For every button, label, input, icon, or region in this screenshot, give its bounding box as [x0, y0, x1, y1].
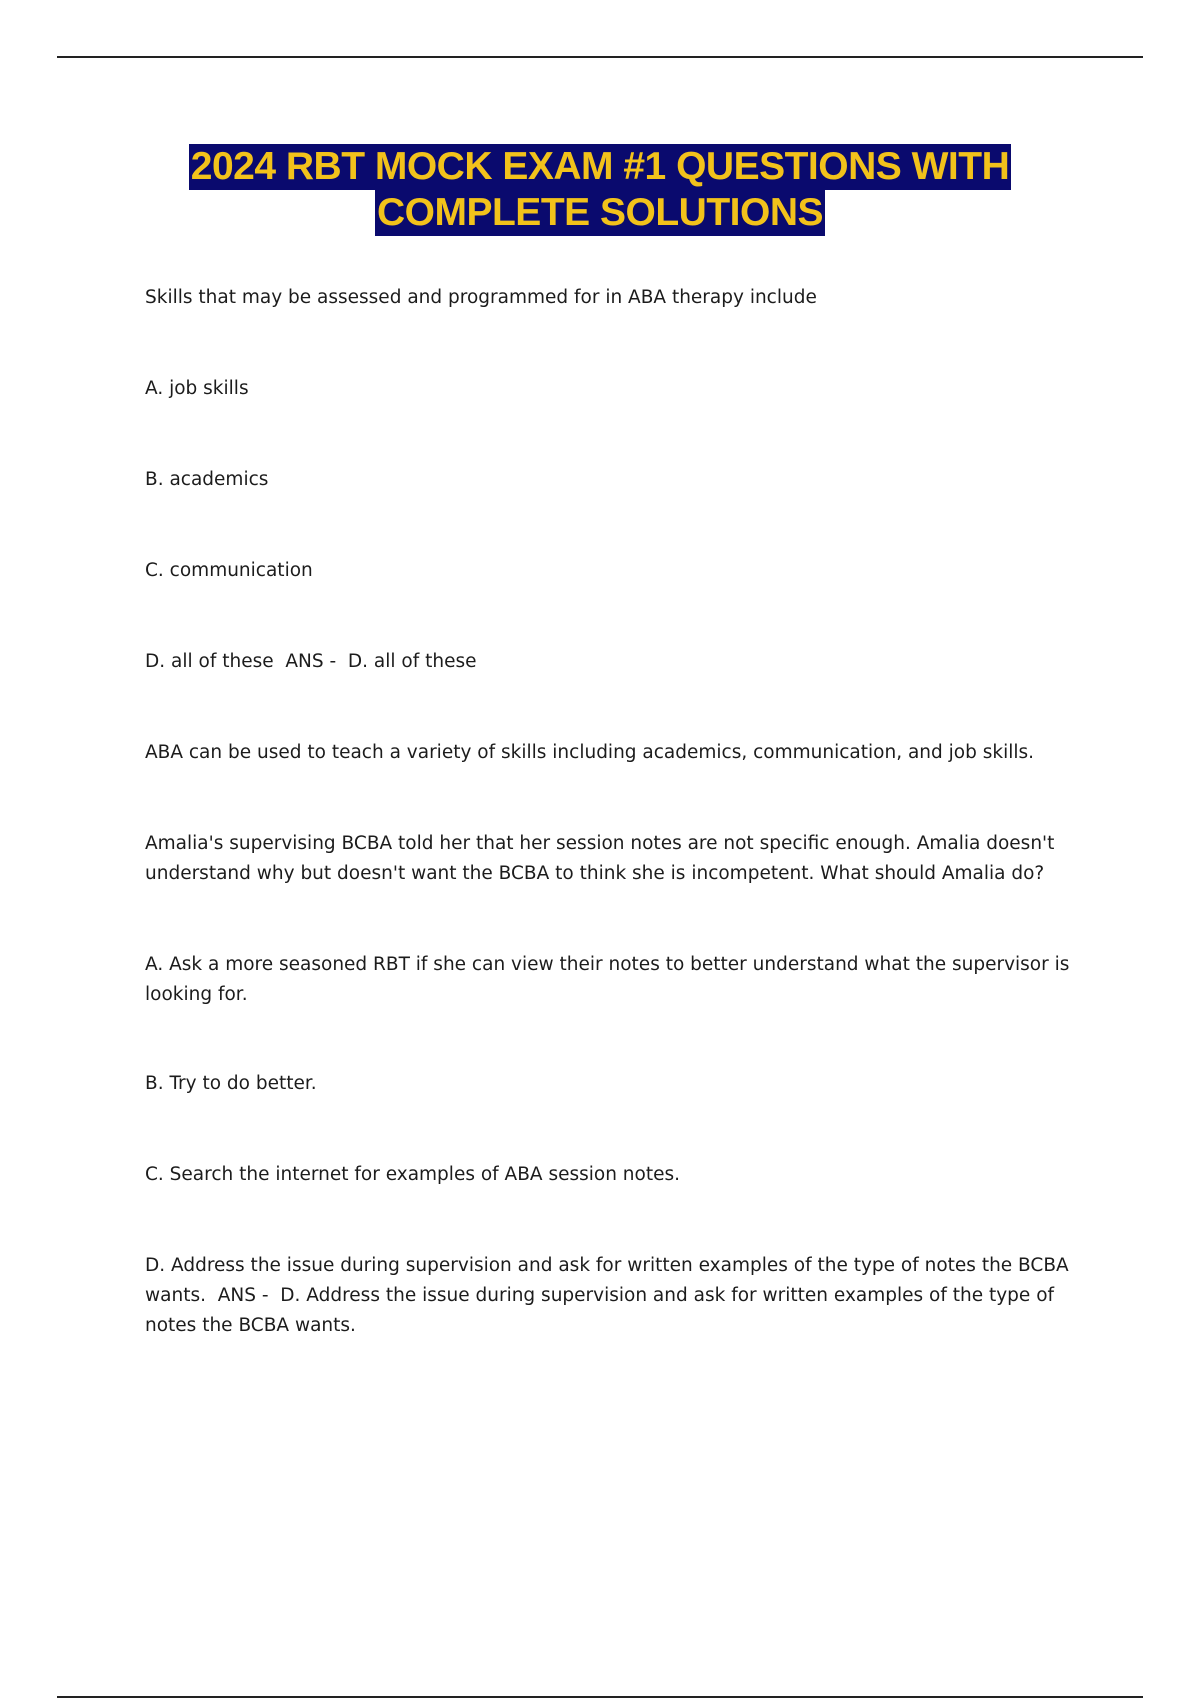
footer-rule	[57, 1696, 1143, 1698]
question-2-option-b: B. Try to do better.	[145, 1073, 317, 1094]
question-1-explanation: ABA can be used to teach a variety of skills including academics, communication, and job skills.	[145, 742, 1035, 763]
question-2-option-d-answer: D. Address the issue during supervision and ask for written examples of the type of notes the BCBA wants. ANS - D. Address the issue during supervision and ask for written examples of the type of notes the BCBA wants.	[145, 1255, 1075, 1336]
question-1-option-a: A. job skills	[145, 378, 249, 399]
title-line-2: COMPLETE SOLUTIONS	[376, 191, 823, 234]
header-rule	[57, 56, 1143, 58]
question-1-option-b: B. academics	[145, 469, 269, 490]
question-1-prompt: Skills that may be assessed and programmed for in ABA therapy include	[145, 287, 817, 308]
question-2-option-c: C. Search the internet for examples of ABA session notes.	[145, 1164, 681, 1185]
question-1-option-d-answer: D. all of these ANS - D. all of these	[145, 651, 477, 672]
question-1-option-c: C. communication	[145, 560, 313, 581]
title-line-1: 2024 RBT MOCK EXAM #1 QUESTIONS WITH	[190, 145, 1010, 188]
document-title	[100, 144, 1100, 236]
question-2-option-a: A. Ask a more seasoned RBT if she can view their notes to better understand what the supervisor is looking for.	[145, 954, 1076, 1005]
question-2-prompt: Amalia's supervising BCBA told her that her session notes are not specific enough. Amalia doesn't understand why but doesn't want the BCBA to think she is incompetent. What should Amalia do?	[145, 833, 1061, 884]
